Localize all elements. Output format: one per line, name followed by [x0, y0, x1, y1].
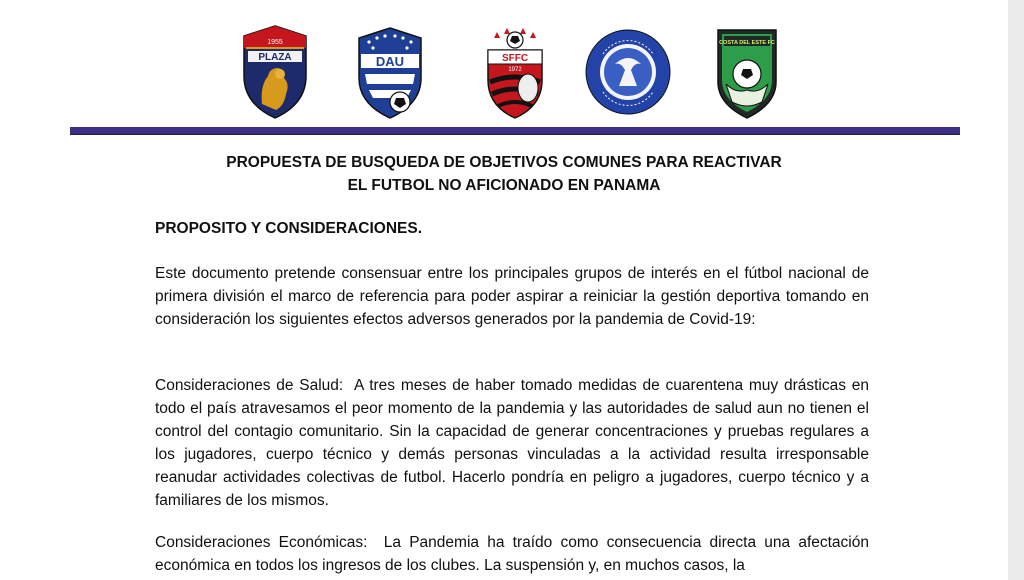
sffc-year: 1972 — [508, 67, 522, 73]
paragraph-intro: Este documento pretende consensuar entre los principales grupos de interés en el fútbol nacional de primera división el marco de referencia para poder aspirar a reiniciar la gestión deportiva tomando en consideración los siguientes efectos adversos generados por la pandemia de Covid-19: — [155, 265, 869, 328]
plaza-text: PLAZA — [258, 52, 292, 63]
header-divider — [70, 127, 960, 135]
paragraph-economic-label: Consideraciones Económicas: — [155, 534, 368, 551]
paragraph-health-label: Consideraciones de Salud: — [155, 377, 344, 394]
paragraph-health — [155, 374, 869, 512]
paragraph-economic-body: La Pandemia ha traído como consecuencia directa una afectación económica en todos los ingresos de los clubes. La suspensión y, en muchos casos, la — [155, 534, 869, 574]
plaza-logo — [240, 24, 310, 120]
section-heading: PROPOSITO Y CONSIDERACIONES. — [155, 220, 423, 237]
costa-text: COSTA DEL ESTE FC — [719, 40, 775, 46]
dau-logo — [355, 24, 425, 120]
costa-del-este-logo — [712, 24, 782, 120]
plaza-year: 1955 — [267, 39, 283, 46]
universitario-logo — [585, 24, 671, 120]
dau-text: DAU — [375, 54, 405, 69]
paragraph-health-body: A tres meses de haber tomado medidas de cuarentena muy drásticas en todo el país atravesamos el peor momento de la pandemia y las autoridades de salud aun no tienen el control del contagio comunitario. Sin la capacidad de generar concentraciones y pruebas regulares a los jugadores, cuerpo técnico y demás personas vinculadas a la actividad resulta irresponsable reanudar actividades colectivas de futbol. Hacerlo pondría en peligro a jugadores, cuerpo técnico y a familiares de los mismos. — [155, 377, 870, 509]
club-logos — [0, 24, 1008, 124]
document-title — [0, 151, 1008, 197]
paragraph-economic — [155, 531, 869, 577]
sffc-text: SFFC — [501, 53, 529, 64]
title-line-2: EL FUTBOL NO AFICIONADO EN PANAMA — [347, 177, 661, 194]
page-edge — [1008, 0, 1024, 580]
title-line-1: PROPUESTA DE BUSQUEDA DE OBJETIVOS COMUNES PARA REACTIVAR — [226, 154, 782, 171]
sffc-logo — [480, 24, 550, 120]
